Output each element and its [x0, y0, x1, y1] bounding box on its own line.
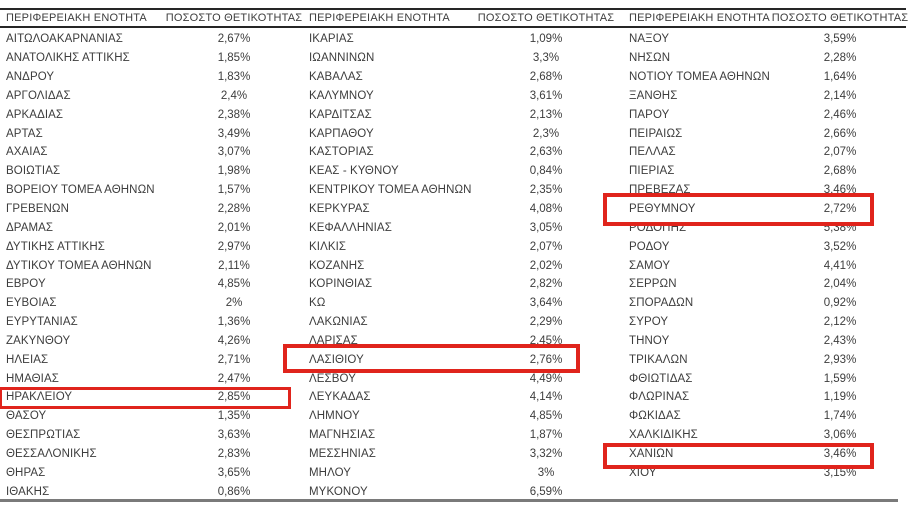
positivity-value: 1,59% [823, 372, 857, 385]
table-row [303, 463, 615, 482]
region-name: ΚΕΝΤΡΙΚΟΥ ΤΟΜΕΑ ΑΘΗΝΩΝ [309, 184, 472, 197]
positivity-value: 0,86% [217, 485, 251, 498]
positivity-value: 2,35% [529, 184, 563, 197]
region-name: ΠΑΡΟΥ [629, 108, 670, 121]
region-name: ΚΙΛΚΙΣ [309, 240, 347, 253]
region-name: ΚΟΡΙΝΘΙΑΣ [309, 278, 373, 291]
region-name: ΑΡΓΟΛΙΔΑΣ [6, 89, 71, 102]
positivity-value: 1,36% [217, 316, 251, 329]
positivity-value: 2,97% [217, 240, 251, 253]
positivity-value: 2,68% [823, 165, 857, 178]
positivity-value: 3,64% [529, 297, 563, 310]
region-name: ΘΕΣΠΡΩΤΙΑΣ [6, 429, 81, 442]
positivity-value: 0,92% [823, 297, 857, 310]
positivity-value: 1,83% [217, 71, 251, 84]
region-name: ΘΕΣΣΑΛΟΝΙΚΗΣ [6, 447, 97, 460]
table-header-row [615, 10, 909, 26]
region-name: ΚΑΛΥΜΝΟΥ [309, 89, 374, 102]
table-row [615, 30, 909, 49]
table-row [303, 482, 615, 501]
positivity-value: 2,93% [823, 353, 857, 366]
region-name: ΡΕΘΥΜΝΟΥ [629, 203, 696, 216]
positivity-value: 2,02% [529, 259, 563, 272]
region-name: ΦΛΩΡΙΝΑΣ [629, 391, 690, 404]
region-name: ΜΗΛΟΥ [309, 466, 352, 479]
region-name: ΔΥΤΙΚΟΥ ΤΟΜΕΑ ΑΘΗΝΩΝ [6, 259, 152, 272]
table-row [615, 143, 909, 162]
table-row [303, 275, 615, 294]
region-name: ΚΑΒΑΛΑΣ [309, 71, 363, 84]
table-row [303, 237, 615, 256]
table-row [0, 482, 303, 501]
positivity-value: 3% [537, 466, 555, 479]
column-header-positivity: ΠΟΣΟΣΤΟ ΘΕΤΙΚΟΤΗΤΑΣ [165, 12, 303, 24]
positivity-value: 3,46% [823, 447, 857, 460]
positivity-value: 5,38% [823, 221, 857, 234]
region-name: ΧΑΝΙΩΝ [629, 447, 674, 460]
positivity-value: 3,49% [217, 127, 251, 140]
column-header-positivity: ΠΟΣΟΣΤΟ ΘΕΤΙΚΟΤΗΤΑΣ [477, 12, 615, 24]
region-name: ΠΕΛΛΑΣ [629, 146, 676, 159]
region-name: ΔΥΤΙΚΗΣ ΑΤΤΙΚΗΣ [6, 240, 106, 253]
positivity-value: 2,68% [529, 71, 563, 84]
table-row [0, 200, 303, 219]
table-row [0, 350, 303, 369]
table-row [303, 426, 615, 445]
table-row [303, 181, 615, 200]
positivity-value: 3,46% [823, 184, 857, 197]
region-name: ΜΕΣΣΗΝΙΑΣ [309, 447, 376, 460]
positivity-value: 4,14% [529, 391, 563, 404]
positivity-value: 2,12% [823, 316, 857, 329]
region-name: ΗΡΑΚΛΕΙΟΥ [6, 391, 73, 404]
positivity-value: 2,67% [217, 33, 251, 46]
table-row [0, 87, 303, 106]
positivity-value: 2,85% [217, 391, 251, 404]
region-name: ΔΡΑΜΑΣ [6, 221, 54, 234]
region-name: ΘΑΣΟΥ [6, 410, 47, 423]
positivity-value: 1,09% [529, 33, 563, 46]
positivity-value: 2,43% [823, 334, 857, 347]
region-name: ΝΗΣΩΝ [629, 52, 671, 65]
table-row [615, 162, 909, 181]
positivity-value: 0,84% [529, 165, 563, 178]
table-row [615, 49, 909, 68]
table-row [303, 87, 615, 106]
region-name: ΛΑΚΩΝΙΑΣ [309, 316, 368, 329]
region-name: ΑΧΑΪΑΣ [6, 146, 48, 159]
region-name: ΜΥΚΟΝΟΥ [309, 485, 368, 498]
column-header-region: ΠΕΡΙΦΕΡΕΙΑΚΗ ΕΝΟΤΗΤΑ [309, 12, 450, 24]
region-name: ΤΡΙΚΑΛΩΝ [629, 353, 688, 366]
positivity-value: 4,08% [529, 203, 563, 216]
region-name: ΠΕΙΡΑΙΩΣ [629, 127, 683, 140]
positivity-value: 2% [225, 297, 243, 310]
region-name: ΚΕΡΚΥΡΑΣ [309, 203, 370, 216]
table-row [303, 30, 615, 49]
table-row [0, 124, 303, 143]
positivity-value: 2,28% [217, 203, 251, 216]
positivity-value: 2,45% [529, 334, 563, 347]
positivity-value: 4,85% [529, 410, 563, 423]
region-name: ΚΑΡΠΑΘΟΥ [309, 127, 374, 140]
positivity-value: 3,05% [529, 221, 563, 234]
table-body [615, 30, 909, 482]
table-row [615, 350, 909, 369]
region-name: ΣΥΡΟΥ [629, 316, 669, 329]
positivity-value: 2,38% [217, 108, 251, 121]
region-name: ΕΥΡΥΤΑΝΙΑΣ [6, 316, 78, 329]
region-name: ΚΩ [309, 297, 326, 310]
region-name: ΦΘΙΩΤΙΔΑΣ [629, 372, 693, 385]
positivity-value: 2,76% [529, 353, 563, 366]
table-row [615, 275, 909, 294]
positivity-value: 3,3% [532, 52, 560, 65]
region-table-3 [615, 0, 909, 501]
region-name: ΣΕΡΡΩΝ [629, 278, 677, 291]
table-row [615, 105, 909, 124]
table-row [303, 200, 615, 219]
table-row [0, 30, 303, 49]
table-row [615, 237, 909, 256]
region-name: ΑΡΚΑΔΙΑΣ [6, 108, 64, 121]
positivity-value: 3,63% [217, 429, 251, 442]
positivity-value: 2,46% [823, 108, 857, 121]
region-name: ΤΗΝΟΥ [629, 334, 670, 347]
region-name: ΣΠΟΡΑΔΩΝ [629, 297, 694, 310]
table-row [0, 143, 303, 162]
positivity-value: 2,29% [529, 316, 563, 329]
region-name: ΞΑΝΘΗΣ [629, 89, 678, 102]
positivity-value: 2,01% [217, 221, 251, 234]
table-row [303, 407, 615, 426]
positivity-value: 2,83% [217, 447, 251, 460]
region-name: ΝΟΤΙΟΥ ΤΟΜΕΑ ΑΘΗΝΩΝ [629, 71, 770, 84]
region-name: ΠΙΕΡΙΑΣ [629, 165, 675, 178]
table-row [0, 426, 303, 445]
positivity-value: 4,49% [529, 372, 563, 385]
table-row [615, 68, 909, 87]
positivity-value: 3,06% [823, 429, 857, 442]
region-name: ΡΟΔΟΠΗΣ [629, 221, 687, 234]
region-name: ΑΝΑΤΟΛΙΚΗΣ ΑΤΤΙΚΗΣ [6, 52, 130, 65]
region-name: ΗΜΑΘΙΑΣ [6, 372, 59, 385]
positivity-value: 1,19% [823, 391, 857, 404]
positivity-value: 3,52% [823, 240, 857, 253]
table-row [303, 143, 615, 162]
positivity-value: 2,72% [823, 203, 857, 216]
region-table-1 [0, 0, 303, 501]
region-name: ΗΛΕΙΑΣ [6, 353, 49, 366]
table-row [303, 49, 615, 68]
table-row [615, 369, 909, 388]
positivity-value: 3,15% [823, 466, 857, 479]
positivity-value: 4,85% [217, 278, 251, 291]
positivity-value: 2,14% [823, 89, 857, 102]
table-row [615, 407, 909, 426]
table-row-highlighted [303, 350, 615, 369]
region-name: ΛΑΣΙΘΙΟΥ [309, 353, 364, 366]
region-name: ΚΑΣΤΟΡΙΑΣ [309, 146, 374, 159]
table-row-highlighted [0, 388, 303, 407]
table-row [0, 407, 303, 426]
table-row [303, 68, 615, 87]
positivity-value: 1,85% [217, 52, 251, 65]
region-name: ΛΕΥΚΑΔΑΣ [309, 391, 371, 404]
table-row [615, 426, 909, 445]
region-name: ΑΡΤΑΣ [6, 127, 43, 140]
table-row [615, 332, 909, 351]
table-header-row [0, 10, 303, 26]
table-row [0, 256, 303, 275]
positivity-value: 3,61% [529, 89, 563, 102]
positivity-value: 2,13% [529, 108, 563, 121]
table-row [303, 294, 615, 313]
positivity-value: 2,63% [529, 146, 563, 159]
positivity-value: 3,32% [529, 447, 563, 460]
region-name: ΕΒΡΟΥ [6, 278, 46, 291]
table-body [303, 30, 615, 501]
positivity-value: 1,64% [823, 71, 857, 84]
region-name: ΣΑΜΟΥ [629, 259, 671, 272]
positivity-value: 4,26% [217, 334, 251, 347]
region-name: ΛΕΣΒΟΥ [309, 372, 356, 385]
positivity-value: 1,35% [217, 410, 251, 423]
positivity-value: 1,74% [823, 410, 857, 423]
table-row [303, 256, 615, 275]
positivity-value: 2,28% [823, 52, 857, 65]
region-name: ΧΑΛΚΙΔΙΚΗΣ [629, 429, 698, 442]
region-name: ΑΝΔΡΟΥ [6, 71, 55, 84]
positivity-value: 3,07% [217, 146, 251, 159]
positivity-value: 2,66% [823, 127, 857, 140]
positivity-value: 6,59% [529, 485, 563, 498]
positivity-value: 1,57% [217, 184, 251, 197]
column-header-region: ΠΕΡΙΦΕΡΕΙΑΚΗ ΕΝΟΤΗΤΑ [6, 12, 147, 24]
positivity-value: 1,98% [217, 165, 251, 178]
table-row [0, 218, 303, 237]
positivity-value: 1,87% [529, 429, 563, 442]
column-header-positivity: ΠΟΣΟΣΤΟ ΘΕΤΙΚΟΤΗΤΑΣ [771, 12, 909, 24]
region-name: ΚΕΦΑΛΛΗΝΙΑΣ [309, 221, 392, 234]
table-row [615, 294, 909, 313]
positivity-value: 2,07% [823, 146, 857, 159]
region-name: ΙΩΑΝΝΙΝΩΝ [309, 52, 375, 65]
table-row [0, 181, 303, 200]
region-name: ΡΟΔΟΥ [629, 240, 670, 253]
positivity-value: 2,07% [529, 240, 563, 253]
region-name: ΖΑΚΥΝΘΟΥ [6, 334, 71, 347]
table-row [0, 162, 303, 181]
table-row [303, 388, 615, 407]
table-row [0, 237, 303, 256]
table-row [0, 369, 303, 388]
table-row [303, 369, 615, 388]
table-row-highlighted [615, 445, 909, 464]
region-name: ΕΥΒΟΙΑΣ [6, 297, 57, 310]
table-row [0, 332, 303, 351]
table-row [615, 463, 909, 482]
region-name: ΒΟΡΕΙΟΥ ΤΟΜΕΑ ΑΘΗΝΩΝ [6, 184, 155, 197]
table-row [0, 313, 303, 332]
table-row [303, 445, 615, 464]
table-row [0, 105, 303, 124]
region-name: ΑΙΤΩΛΟΑΚΑΡΝΑΝΙΑΣ [6, 33, 123, 46]
table-row [615, 181, 909, 200]
column-header-region: ΠΕΡΙΦΕΡΕΙΑΚΗ ΕΝΟΤΗΤΑ [629, 12, 770, 24]
table-row [303, 162, 615, 181]
positivity-value: 2,71% [217, 353, 251, 366]
table-row [0, 463, 303, 482]
table-row [615, 87, 909, 106]
region-name: ΦΩΚΙΔΑΣ [629, 410, 681, 423]
positivity-value: 2,4% [220, 89, 248, 102]
table-header-row [303, 10, 615, 26]
table-row [615, 124, 909, 143]
region-name: ΓΡΕΒΕΝΩΝ [6, 203, 70, 216]
region-name: ΙΘΑΚΗΣ [6, 485, 50, 498]
positivity-value: 2,3% [532, 127, 560, 140]
region-name: ΒΟΙΩΤΙΑΣ [6, 165, 61, 178]
table-row [615, 218, 909, 237]
table-row [615, 313, 909, 332]
table-row [615, 256, 909, 275]
positivity-value: 2,11% [218, 259, 250, 272]
positivity-value: 2,82% [529, 278, 563, 291]
region-name: ΚΕΑΣ - ΚΥΘΝΟΥ [309, 165, 399, 178]
table-row [303, 313, 615, 332]
positivity-value: 3,65% [217, 466, 251, 479]
table-row [0, 294, 303, 313]
table-row [303, 124, 615, 143]
region-name: ΜΑΓΝΗΣΙΑΣ [309, 429, 376, 442]
table-row [0, 445, 303, 464]
region-name: ΚΟΖΑΝΗΣ [309, 259, 365, 272]
region-name: ΘΗΡΑΣ [6, 466, 46, 479]
region-name: ΛΑΡΙΣΑΣ [309, 334, 358, 347]
table-row [0, 68, 303, 87]
positivity-value: 3,59% [823, 33, 857, 46]
region-name: ΠΡΕΒΕΖΑΣ [629, 184, 691, 197]
table-row [0, 275, 303, 294]
table-row [615, 388, 909, 407]
positivity-value: 2,04% [823, 278, 857, 291]
table-row-highlighted [615, 200, 909, 219]
table-row [303, 218, 615, 237]
table-row [303, 105, 615, 124]
table-row [0, 49, 303, 68]
region-table-2 [303, 0, 615, 501]
positivity-value: 2,47% [217, 372, 251, 385]
table-row [303, 332, 615, 351]
region-name: ΚΑΡΔΙΤΣΑΣ [309, 108, 372, 121]
table-body [0, 30, 303, 501]
region-name: ΝΑΞΟΥ [629, 33, 670, 46]
region-name: ΧΙΟΥ [629, 466, 657, 479]
region-name: ΙΚΑΡΙΑΣ [309, 33, 354, 46]
region-name: ΛΗΜΝΟΥ [309, 410, 360, 423]
positivity-value: 4,41% [823, 259, 857, 272]
